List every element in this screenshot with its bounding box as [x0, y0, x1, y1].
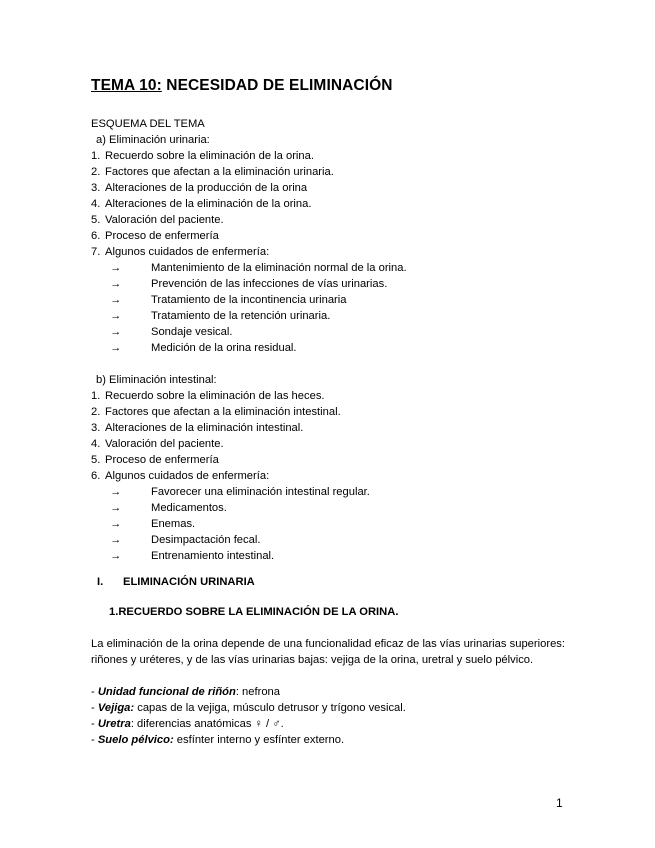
list-item: → Desimpactación fecal. [110, 534, 261, 546]
arrow-right-icon: → [110, 342, 122, 354]
definitions-list [91, 684, 565, 748]
list-item: 1. Recuerdo sobre la eliminación de la orina. [91, 150, 314, 162]
arrow-right-icon: → [110, 486, 122, 498]
arrow-right-icon: → [110, 326, 122, 338]
definition-item: - Suelo pélvico: esfínter interno y esfínter externo. [91, 734, 345, 746]
body-paragraph: La eliminación de la orina depende de una funcionalidad eficaz de las vías urinarias superiores: riñones y uréteres, y de las vías urinarias bajas: vejiga de la orina, uretral y suelo pélvico. [91, 638, 565, 666]
arrow-right-icon: → [110, 502, 122, 514]
list-item: 7. Algunos cuidados de enfermería: [91, 246, 270, 258]
definition-item: - Uretra: diferencias anatómicas ♀ / ♂. [91, 718, 284, 730]
page-number: 1 [556, 796, 563, 810]
page-content [91, 76, 565, 748]
arrow-right-icon: → [110, 518, 122, 530]
page-title [91, 76, 565, 96]
list-item: 5. Valoración del paciente. [91, 214, 224, 226]
section-title: ELIMINACIÓN URINARIA [123, 576, 255, 588]
list-item: 2. Factores que afectan a la eliminación urinaria. [91, 166, 334, 178]
section-number: I. [97, 576, 104, 588]
list-item: → Enemas. [110, 518, 196, 530]
list-item: 5. Proceso de enfermería [91, 454, 219, 466]
arrow-right-icon: → [110, 310, 122, 322]
intestinal-list [91, 388, 565, 484]
list-item: 2. Factores que afectan a la eliminación intestinal. [91, 406, 341, 418]
urinaria-cuidados-list [91, 260, 565, 356]
title-tema: TEMA 10: [91, 77, 162, 94]
title-name: NECESIDAD DE ELIMINACIÓN [166, 77, 393, 94]
definition-item: - Vejiga: capas de la vejiga, músculo detrusor y trígono vesical. [91, 702, 406, 714]
list-item: 1. Recuerdo sobre la eliminación de las heces. [91, 390, 325, 402]
list-item: → Sondaje vesical. [110, 326, 233, 338]
definition-item: - Unidad funcional de riñón: nefrona [91, 686, 280, 698]
subsection-heading: 1.RECUERDO SOBRE LA ELIMINACIÓN DE LA ORINA. [109, 606, 399, 618]
arrow-right-icon: → [110, 550, 122, 562]
arrow-right-icon: → [110, 278, 122, 290]
arrow-right-icon: → [110, 294, 122, 306]
esquema-section [91, 116, 565, 564]
list-item: → Favorecer una eliminación intestinal regular. [110, 486, 370, 498]
list-item: 4. Valoración del paciente. [91, 438, 224, 450]
list-item: → Tratamiento de la retención urinaria. [110, 310, 331, 322]
list-item: 3. Alteraciones de la eliminación intestinal. [91, 422, 304, 434]
urinaria-list [91, 148, 565, 260]
intestinal-label: b) Eliminación intestinal: [96, 374, 217, 386]
list-item: 6. Algunos cuidados de enfermería: [91, 470, 270, 482]
list-item: → Mantenimiento de la eliminación normal de la orina. [110, 262, 407, 274]
list-item: → Prevención de las infecciones de vías urinarias. [110, 278, 388, 290]
section-heading [91, 574, 565, 590]
spacer [91, 356, 565, 372]
list-item: 4. Alteraciones de la eliminación de la orina. [91, 198, 312, 210]
list-item: → Entrenamiento intestinal. [110, 550, 275, 562]
urinaria-label: a) Eliminación urinaria: [96, 134, 210, 146]
list-item: 3. Alteraciones de la producción de la orina [91, 182, 308, 194]
arrow-right-icon: → [110, 534, 122, 546]
esquema-heading: ESQUEMA DEL TEMA [91, 118, 205, 130]
list-item: → Tratamiento de la incontinencia urinaria [110, 294, 347, 306]
intestinal-cuidados-list [91, 484, 565, 564]
list-item: → Medicamentos. [110, 502, 227, 514]
list-item: 6. Proceso de enfermería [91, 230, 219, 242]
arrow-right-icon: → [110, 262, 122, 274]
list-item: → Medición de la orina residual. [110, 342, 297, 354]
